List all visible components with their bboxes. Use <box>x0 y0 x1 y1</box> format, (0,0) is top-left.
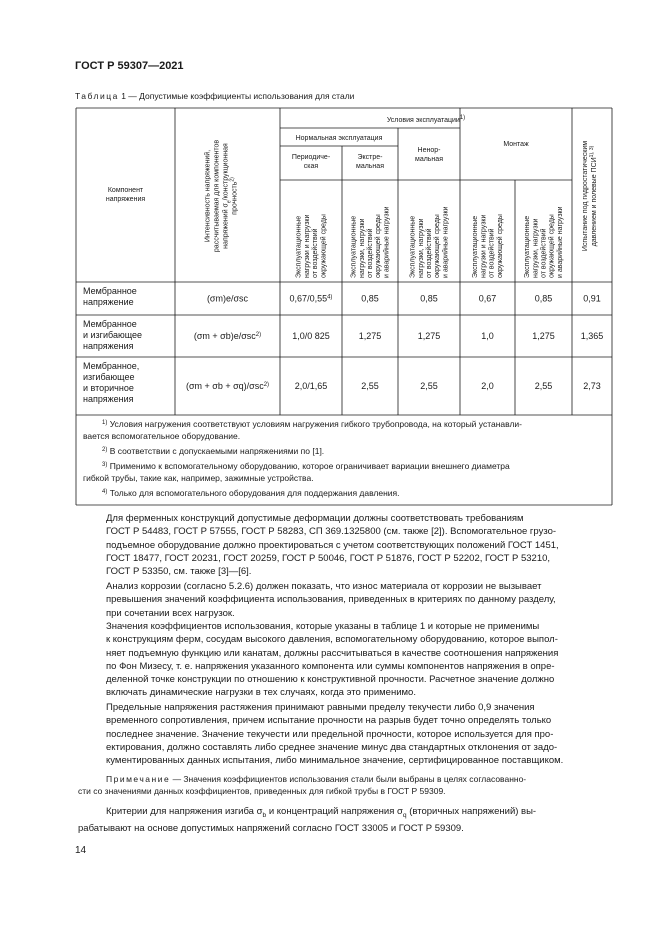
header-hydrostatic-test: давлением и полевые $ПСИ^{1), 3)}$ <box>589 145 598 247</box>
p4-line: кументированных данных испытания, либо минимальное значение, сертифицированное поставщиком. <box>106 755 564 767</box>
p2-line: превышения значений коэффициента использования, приведенных в критериях по данному разделу, <box>106 594 556 606</box>
row-value: 1,275 <box>358 331 382 341</box>
p1-line: ГОСТ Р 54483, ГОСТ Р 57555, ГОСТ Р 58283, СП 369.1325800 (см. также [2]). Вспомогательное грузо- <box>106 526 557 538</box>
vertical-column-header: и аварийные нагрузки <box>442 206 450 278</box>
vertical-column-header: Эксплуатационные <box>295 215 303 278</box>
vertical-column-header: от воздействий <box>488 228 496 278</box>
header-intensity: Интенсивность напряжений, <box>204 149 212 243</box>
vertical-column-header: нагрузки и нагрузки <box>303 214 311 278</box>
table-footnote: $^{4)}$ Только для вспомогательного оборудования для поддержания давления. <box>102 488 400 498</box>
p3-line: няет подъемную функцию или канатам, должны рассчитываться в качестве соотношения напряжения <box>106 647 559 659</box>
p2-line: Анализ коррозии (согласно 5.2.6) должен показать, что износ материала от коррозии не вызывает <box>106 581 542 592</box>
criteria-text-a: Критерии для напряжения изгиба σ <box>106 806 263 817</box>
p4-line: временного сопротивления, причем испытание прочности на разрыв будет точно определять только <box>106 715 552 727</box>
vertical-column-header: Эксплуатационные <box>472 215 480 278</box>
table-footnote: гибкой трубы, такие как, например, зажимные устройства. <box>83 473 314 483</box>
header-intensity: прочность$^{2)}$ <box>229 177 239 215</box>
header-intensity: напряжений $\sigma_e$/конструкционная <box>222 143 233 249</box>
table-caption-prefix: Таблица <box>75 91 119 101</box>
p2-line: при сочетании всех нагрузок. <box>106 607 235 619</box>
row-value: 0,67/0,55$^{4)}$ <box>289 293 333 304</box>
p3-line: к конструкциям ферм, сосудам высокого давления, вспомогательному оборудованию, которое выпол- <box>106 634 558 646</box>
vertical-column-header: от воздействий <box>540 228 548 278</box>
header-mounting: Монтаж <box>503 141 529 148</box>
header-normal-operation: Нормальная эксплуатация <box>295 135 383 142</box>
row-value: 0,85 <box>361 293 379 304</box>
note-paragraph <box>78 773 583 797</box>
row-value: 0,91 <box>583 293 601 304</box>
header-operation-conditions: Условия эксплуатации$^{1)}$ <box>386 115 466 124</box>
table-footnote: вается вспомогательное оборудование. <box>83 431 241 441</box>
p4-line: ектирования, должно составлять либо среднее значение минус два стандартных отклонения от задо- <box>106 741 558 753</box>
vertical-column-header: окружающей среды <box>434 214 442 278</box>
vertical-column-header: от воздействий <box>312 228 320 278</box>
p4-line: Предельные напряжения растяжения принимают равными пределу текучести либо 0,9 значения <box>106 702 535 713</box>
header-periodic: ская <box>303 163 319 170</box>
table-footnote: $^{1)}$ Условия нагружения соответствуют условиям нагружения гибкого трубопровода, на который устанавли- <box>102 419 523 429</box>
table-footnote: $^{2)}$ В соответствии с допускаемыми напряжениями по [1]. <box>102 446 325 456</box>
criteria-text-line-2: рабатывают на основе допустимых напряжений согласно ГОСТ 33005 и ГОСТ Р 59309. <box>78 823 464 835</box>
table-caption-title: 1 — Допустимые коэффициенты использования для стали <box>118 91 355 101</box>
row-value: 0,85 <box>420 293 438 304</box>
criteria-text-b: и концентраций напряжения σ <box>266 806 403 817</box>
vertical-column-header: окружающей среды <box>496 214 504 278</box>
criteria-sub-q: q <box>402 811 407 819</box>
header-component: Компонент <box>107 187 144 194</box>
vertical-column-header: от воздействий <box>426 228 433 278</box>
header-component: напряжения <box>105 196 146 203</box>
table-footnote: $^{3)}$ Применимо к вспомогательному оборудованию, которое ограничивает вариации внешнего диаметра <box>102 461 510 471</box>
row-value: 2,55 <box>361 381 379 391</box>
p1-line: ГОСТ Р 53350, см. также [3]—[6]. <box>106 566 252 578</box>
row-component-label: напряжение <box>83 297 134 307</box>
header-periodic: Периодиче- <box>291 154 331 161</box>
p3-line: включать динамические нагрузки в тех случаях, когда это применимо. <box>106 687 416 699</box>
vertical-column-header: окружающей среды <box>375 214 383 278</box>
row-value: 1,275 <box>417 331 441 341</box>
row-component-label: Мембранное <box>83 286 137 296</box>
vertical-column-header: нагрузки, нагрузки <box>532 218 540 278</box>
row-component-label: и вторичное <box>83 383 134 393</box>
vertical-column-header: Эксплуатационные <box>350 215 358 278</box>
row-value: 1,365 <box>580 331 604 341</box>
row-value: 0,85 <box>534 293 553 304</box>
row-component-label: Мембранное <box>83 319 137 329</box>
vertical-column-header: и аварийные нагрузки <box>383 206 391 278</box>
row-value: 1,0/0 825 <box>292 331 330 341</box>
vertical-column-header: от воздействий <box>367 228 374 278</box>
vertical-column-header: нагрузки и нагрузки <box>480 214 488 278</box>
paragraph-tensile-limits <box>78 701 583 767</box>
page-number: 14 <box>75 845 87 856</box>
vertical-column-header: нагрузки, нагрузки <box>358 218 366 278</box>
row-component-label: изгибающее <box>83 372 135 382</box>
p1-line: подъемное оборудование должно проектироваться с учетом соответствующих положений ГОСТ 1451, <box>106 539 559 551</box>
p1-line: Для ферменных конструкций допустимые деформации должны соответствовать требованиям <box>106 513 524 524</box>
header-hydrostatic-test: Испытание под гидростатическим <box>582 140 589 252</box>
header-intensity: рассчитываемая для компонентов <box>213 139 221 253</box>
row-component-label: Мембранное, <box>83 361 140 371</box>
row-formula: (σm + σb + σq)/σsc$^{2)}$ <box>185 381 270 391</box>
row-component-label: и изгибающее <box>83 330 143 340</box>
vertical-column-header: Эксплуатационные <box>409 215 417 278</box>
row-component-label: напряжения <box>83 394 134 404</box>
note-text-line-2: сти со значениями данных коэффициентов, приведенных для гибкой трубы в ГОСТ Р 59309. <box>78 786 446 796</box>
vertical-column-header: Эксплуатационные <box>524 215 532 278</box>
p3-line: по Фон Мизесу, т. е. напряжения указанного компонента или суммы компонентов напряжения в опре- <box>106 660 555 672</box>
row-component-label: напряжения <box>83 341 134 351</box>
row-value: 2,55 <box>420 381 438 391</box>
p1-line: ГОСТ 18477, ГОСТ 20231, ГОСТ 20259, ГОСТ Р 50046, ГОСТ Р 51876, ГОСТ Р 52202, ГОСТ Р 53210, <box>106 552 551 564</box>
vertical-column-header: и аварийные нагрузки <box>556 206 564 278</box>
p4-line: последнее значение. Значение текучести или предельной прочности, которое используется для про- <box>106 728 554 740</box>
p3-line: Значения коэффициентов использования, которые указаны в таблице 1 и которые не применимы <box>106 621 540 632</box>
p3-line: деленной точке конструкции по отношению к конструктивной прочности. Расчетное значение должно <box>106 674 555 686</box>
header-abnormal: мальная <box>415 156 443 163</box>
document-header: ГОСТ Р 59307—2021 <box>75 60 184 72</box>
row-formula: (σm)e/σsc <box>206 293 249 304</box>
note-text-line-1: — Значения коэффициентов использования стали были выбраны в целях согласованно- <box>170 774 527 784</box>
header-extreme: мальная <box>356 163 384 170</box>
row-value: 2,0 <box>481 381 494 391</box>
row-formula: (σm + σb)e/σsc$^{2)}$ <box>193 331 262 341</box>
paragraph-utilization <box>78 620 583 700</box>
paragraph-corrosion <box>78 580 583 620</box>
header-abnormal: Ненор- <box>417 147 441 154</box>
row-value: 2,55 <box>534 381 553 391</box>
table-text <box>83 115 603 498</box>
row-value: 2,0/1,65 <box>294 381 328 391</box>
row-value: 1,0 <box>481 331 494 341</box>
vertical-column-header: окружающей среды <box>548 214 556 278</box>
note-label: Примечание <box>106 774 171 784</box>
row-value: 1,275 <box>532 331 555 341</box>
header-extreme: Экстре- <box>357 154 383 161</box>
row-value: 0,67 <box>478 293 497 304</box>
criteria-sub-b: b <box>262 811 267 819</box>
vertical-column-header: нагрузки, нагрузки <box>417 218 425 278</box>
paragraph-bending-criteria <box>78 805 583 835</box>
paragraph-trusses <box>78 512 583 578</box>
vertical-column-header: окружающей среды <box>320 214 328 278</box>
row-value: 2,73 <box>583 381 601 391</box>
criteria-text-c: (вторичных напряжений) вы- <box>406 806 537 817</box>
